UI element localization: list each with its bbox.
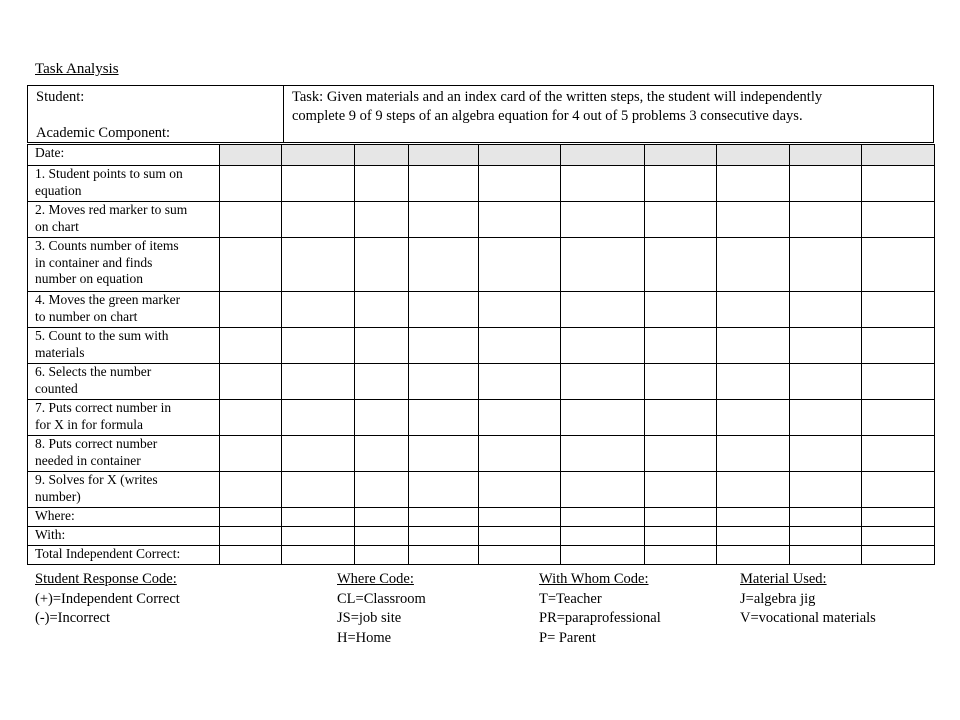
table-row — [28, 364, 935, 400]
data-cell[interactable] — [561, 328, 645, 364]
data-cell[interactable] — [282, 436, 355, 472]
row-label-line: equation — [35, 182, 82, 198]
row-label-line: materials — [35, 344, 85, 360]
data-cell[interactable] — [479, 166, 561, 202]
data-cell[interactable] — [479, 400, 561, 436]
code-heading: Material Used: — [740, 571, 827, 587]
data-cell[interactable] — [355, 546, 409, 565]
data-cell[interactable] — [355, 328, 409, 364]
data-cell[interactable] — [282, 202, 355, 238]
data-cell[interactable] — [717, 436, 790, 472]
row-label-line: in container and finds — [35, 254, 153, 270]
data-cell[interactable] — [220, 436, 282, 472]
data-cell[interactable] — [645, 400, 717, 436]
data-cell[interactable] — [561, 238, 645, 292]
data-cell[interactable] — [790, 238, 862, 292]
table-row — [28, 472, 935, 508]
data-cell[interactable] — [220, 508, 282, 527]
data-cell[interactable] — [282, 508, 355, 527]
data-cell[interactable] — [409, 328, 479, 364]
data-cell[interactable] — [409, 527, 479, 546]
data-cell[interactable] — [862, 364, 935, 400]
data-cell[interactable] — [355, 364, 409, 400]
row-label-line: Where: — [35, 508, 75, 523]
data-cell[interactable] — [645, 145, 717, 166]
code-item: PR=paraprofessional — [539, 610, 661, 626]
data-cell[interactable] — [645, 238, 717, 292]
data-cell[interactable] — [790, 328, 862, 364]
row-label — [28, 472, 220, 508]
data-cell[interactable] — [561, 166, 645, 202]
code-item: (+)=Independent Correct — [35, 590, 180, 607]
code-heading: With Whom Code: — [539, 571, 649, 587]
code-group — [539, 570, 661, 648]
row-label-line: Date: — [35, 145, 65, 160]
data-cell[interactable] — [717, 364, 790, 400]
data-cell[interactable] — [645, 166, 717, 202]
data-cell[interactable] — [645, 546, 717, 565]
academic-component-label: Academic Component: — [36, 125, 171, 141]
data-cell[interactable] — [645, 436, 717, 472]
data-cell[interactable] — [479, 546, 561, 565]
row-label — [28, 202, 220, 238]
data-cell[interactable] — [561, 202, 645, 238]
data-cell[interactable] — [479, 508, 561, 527]
data-cell[interactable] — [862, 328, 935, 364]
data-cell[interactable] — [479, 472, 561, 508]
task-description — [284, 86, 933, 142]
student-label: Student: — [36, 89, 85, 105]
data-cell[interactable] — [717, 328, 790, 364]
data-cell[interactable] — [355, 238, 409, 292]
data-cell[interactable] — [561, 472, 645, 508]
data-cell[interactable] — [862, 292, 935, 328]
data-cell[interactable] — [220, 527, 282, 546]
data-cell[interactable] — [790, 166, 862, 202]
row-label — [28, 546, 220, 565]
data-cell[interactable] — [717, 145, 790, 166]
data-cell[interactable] — [282, 328, 355, 364]
row-label-line: 3. Counts number of items — [35, 238, 179, 253]
data-cell[interactable] — [220, 400, 282, 436]
data-cell[interactable] — [561, 364, 645, 400]
data-cell[interactable] — [645, 508, 717, 527]
data-cell[interactable] — [282, 145, 355, 166]
row-label-line: number on equation — [35, 271, 143, 286]
code-group — [337, 570, 426, 648]
data-cell[interactable] — [409, 436, 479, 472]
data-cell[interactable] — [717, 472, 790, 508]
row-label-line: 9. Solves for X (writes — [35, 472, 158, 487]
data-cell[interactable] — [409, 202, 479, 238]
data-cell[interactable] — [790, 364, 862, 400]
data-cell[interactable] — [355, 527, 409, 546]
data-cell[interactable] — [717, 238, 790, 292]
data-cell[interactable] — [862, 238, 935, 292]
data-cell[interactable] — [479, 202, 561, 238]
table-row — [28, 527, 935, 546]
page-title: Task Analysis — [35, 61, 119, 77]
data-cell[interactable] — [479, 328, 561, 364]
data-cell[interactable] — [862, 436, 935, 472]
row-label — [28, 436, 220, 472]
data-cell[interactable] — [220, 292, 282, 328]
table-row — [28, 546, 935, 565]
header-row — [27, 85, 934, 143]
data-cell[interactable] — [561, 400, 645, 436]
data-cell[interactable] — [790, 527, 862, 546]
data-cell[interactable] — [409, 238, 479, 292]
data-cell[interactable] — [355, 508, 409, 527]
row-label-line: With: — [35, 527, 66, 542]
data-cell[interactable] — [645, 364, 717, 400]
row-label-line: 1. Student points to sum on — [35, 166, 183, 181]
data-cell[interactable] — [479, 527, 561, 546]
data-cell[interactable] — [220, 364, 282, 400]
data-cell[interactable] — [220, 546, 282, 565]
data-cell[interactable] — [282, 166, 355, 202]
data-cell[interactable] — [790, 145, 862, 166]
code-item: V=vocational materials — [740, 610, 876, 626]
data-cell[interactable] — [862, 400, 935, 436]
data-cell[interactable] — [220, 472, 282, 508]
code-item: H=Home — [337, 629, 392, 646]
code-item: P= Parent — [539, 629, 596, 646]
code-item: JS=job site — [337, 610, 402, 626]
table-row — [28, 166, 935, 202]
row-label-line: on chart — [35, 218, 79, 234]
task-line-1: Task: Given materials and an index card of the written steps, the student will independently — [292, 89, 823, 105]
row-label-line: needed in container — [35, 452, 141, 468]
code-item: J=algebra jig — [740, 590, 816, 607]
data-cell[interactable] — [409, 546, 479, 565]
data-cell[interactable] — [479, 238, 561, 292]
data-cell[interactable] — [645, 292, 717, 328]
data-cell[interactable] — [790, 546, 862, 565]
table-row — [28, 400, 935, 436]
data-cell[interactable] — [862, 472, 935, 508]
data-cell[interactable] — [282, 238, 355, 292]
data-cell[interactable] — [282, 292, 355, 328]
table-row — [28, 238, 935, 292]
data-cell[interactable] — [862, 145, 935, 166]
data-cell[interactable] — [561, 546, 645, 565]
data-cell[interactable] — [355, 400, 409, 436]
row-label-line: number) — [35, 488, 81, 504]
row-label-line: for X in for formula — [35, 416, 143, 432]
data-cell[interactable] — [355, 202, 409, 238]
data-cell[interactable] — [282, 527, 355, 546]
data-cell[interactable] — [220, 328, 282, 364]
row-label — [28, 292, 220, 328]
row-label-line: 8. Puts correct number — [35, 436, 158, 451]
row-label — [28, 508, 220, 527]
data-cell[interactable] — [561, 436, 645, 472]
table-row — [28, 328, 935, 364]
data-cell[interactable] — [479, 364, 561, 400]
data-cell[interactable] — [355, 292, 409, 328]
data-cell[interactable] — [282, 546, 355, 565]
table-row — [28, 292, 935, 328]
data-cell[interactable] — [409, 166, 479, 202]
data-cell[interactable] — [220, 166, 282, 202]
row-label-line: counted — [35, 380, 78, 396]
task-line-2: complete 9 of 9 steps of an algebra equation for 4 out of 5 problems 3 consecutive days. — [292, 108, 803, 124]
row-label — [28, 145, 220, 166]
data-cell[interactable] — [790, 436, 862, 472]
data-cell[interactable] — [862, 166, 935, 202]
data-cell[interactable] — [717, 527, 790, 546]
data-cell[interactable] — [220, 202, 282, 238]
row-label — [28, 527, 220, 546]
code-group — [35, 570, 180, 629]
data-cell[interactable] — [355, 436, 409, 472]
data-cell[interactable] — [409, 472, 479, 508]
code-group — [740, 570, 876, 629]
row-label — [28, 238, 220, 292]
table-row — [28, 436, 935, 472]
data-cell[interactable] — [561, 508, 645, 527]
task-analysis-table — [27, 144, 935, 565]
row-label — [28, 400, 220, 436]
data-cell[interactable] — [645, 527, 717, 546]
data-cell[interactable] — [355, 472, 409, 508]
row-label — [28, 166, 220, 202]
code-item: (-)=Incorrect — [35, 610, 110, 626]
row-label-line: 5. Count to the sum with — [35, 328, 169, 343]
data-cell[interactable] — [645, 328, 717, 364]
data-cell[interactable] — [717, 202, 790, 238]
row-label-line: 7. Puts correct number in — [35, 400, 172, 415]
data-cell[interactable] — [355, 145, 409, 166]
table-row — [28, 145, 935, 166]
data-cell[interactable] — [282, 400, 355, 436]
code-item: CL=Classroom — [337, 590, 426, 607]
data-cell[interactable] — [862, 508, 935, 527]
table-row — [28, 508, 935, 527]
data-cell[interactable] — [561, 527, 645, 546]
data-cell[interactable] — [717, 546, 790, 565]
data-cell[interactable] — [479, 145, 561, 166]
table-row — [28, 202, 935, 238]
data-cell[interactable] — [790, 472, 862, 508]
data-cell[interactable] — [717, 292, 790, 328]
row-label — [28, 328, 220, 364]
row-label-line: 4. Moves the green marker — [35, 292, 181, 307]
data-cell[interactable] — [479, 436, 561, 472]
data-cell[interactable] — [220, 145, 282, 166]
data-cell[interactable] — [862, 546, 935, 565]
data-cell[interactable] — [790, 508, 862, 527]
data-cell[interactable] — [717, 508, 790, 527]
data-cell[interactable] — [409, 508, 479, 527]
data-cell[interactable] — [790, 400, 862, 436]
data-cell[interactable] — [717, 166, 790, 202]
data-cell[interactable] — [862, 202, 935, 238]
data-cell[interactable] — [645, 202, 717, 238]
code-heading: Where Code: — [337, 571, 414, 587]
data-cell[interactable] — [409, 292, 479, 328]
data-cell[interactable] — [409, 145, 479, 166]
data-cell[interactable] — [282, 364, 355, 400]
code-heading: Student Response Code: — [35, 571, 177, 587]
data-cell[interactable] — [409, 400, 479, 436]
data-cell[interactable] — [479, 292, 561, 328]
data-cell[interactable] — [409, 364, 479, 400]
row-label-line: to number on chart — [35, 308, 138, 324]
data-cell[interactable] — [561, 145, 645, 166]
data-cell[interactable] — [282, 472, 355, 508]
data-cell[interactable] — [790, 202, 862, 238]
row-label-line: 2. Moves red marker to sum — [35, 202, 188, 217]
data-cell[interactable] — [790, 292, 862, 328]
data-cell[interactable] — [561, 292, 645, 328]
data-cell[interactable] — [355, 166, 409, 202]
data-cell[interactable] — [645, 472, 717, 508]
row-label-line: 6. Selects the number — [35, 364, 152, 379]
data-cell[interactable] — [862, 527, 935, 546]
student-info-cell — [28, 86, 284, 142]
row-label-line: Total Independent Correct: — [35, 546, 181, 561]
data-cell[interactable] — [220, 238, 282, 292]
data-cell[interactable] — [717, 400, 790, 436]
row-label — [28, 364, 220, 400]
code-item: T=Teacher — [539, 590, 602, 607]
